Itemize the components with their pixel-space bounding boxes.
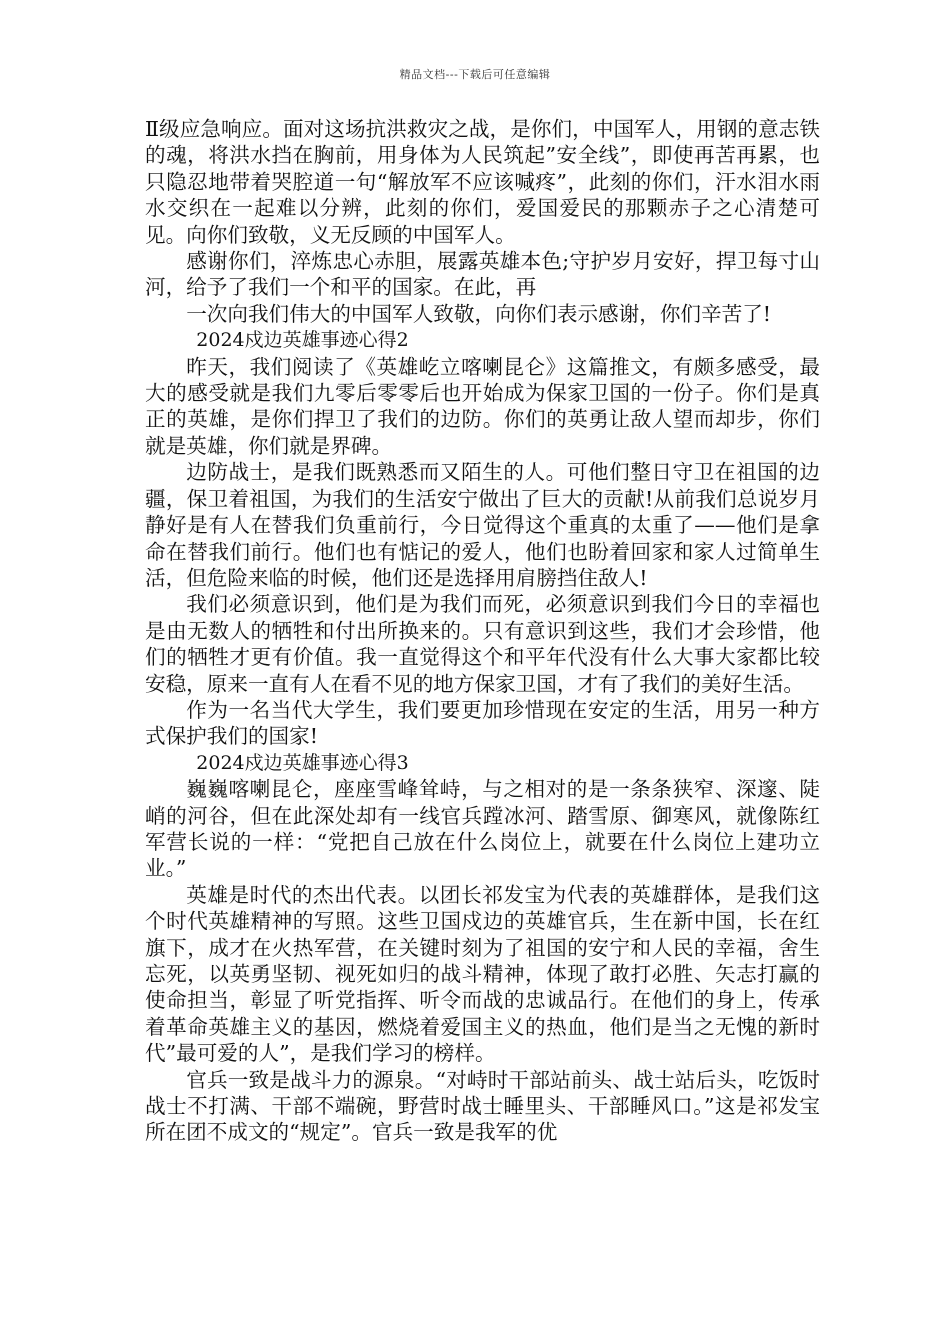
paragraph: 感谢你们，淬炼忠心赤胆，展露英雄本色;守护岁月安好，捍卫每寸山河，给予了我们一个和平的国家。在此，再 (145, 249, 820, 300)
paragraph: 作为一名当代大学生，我们要更加珍惜现在安定的生活，用另一种方式保护我们的国家! (145, 697, 820, 749)
paragraph: 边防战士，是我们既熟悉而又陌生的人。可他们整日守卫在祖国的边疆，保卫着祖国，为我们的生活安宁做出了巨大的贡献!从前我们总说岁月静好是有人在替我们负重前行，今日觉得这个重真的太重了——他们是拿命在替我们前行。他们也有惦记的爱人，他们也盼着回家和家人过简单生活，但危险来临的时候，他们还是选择用肩膀挡住敌人! (145, 460, 820, 590)
paragraph: 我们必须意识到，他们是为我们而死，必须意识到我们今日的幸福也是由无数人的牺牲和付出所换来的。只有意识到这些，我们才会珍惜，他们的牺牲才更有价值。我一直觉得这个和平年代没有什么大事大家都比较安稳，原来一直有人在看不见的地方保家卫国，才有了我们的美好生活。 (145, 592, 820, 696)
page-header: 精品文档---下载后可任意编辑 (399, 68, 551, 81)
section-heading: 2024戍边英雄事迹心得3 (196, 751, 409, 774)
section-heading: 2024戍边英雄事迹心得2 (196, 329, 409, 352)
paragraph: Ⅱ级应急响应。面对这场抗洪救灾之战，是你们，中国军人，用钢的意志铁的魂，将洪水挡在胸前，用身体为人民筑起”安全线”，即使再苦再累，也只隐忍地带着哭腔道一句“解放军不应该喊疼”，此刻的你们，汗水泪水雨水交织在一起难以分辨，此刻的你们，爱国爱民的那颗赤子之心清楚可见。向你们致敬，义无反顾的中国军人。 (145, 117, 820, 247)
paragraph: 昨天，我们阅读了《英雄屹立喀喇昆仑》这篇推文，有颇多感受，最大的感受就是我们九零后零零后也开始成为保家卫国的一份子。你们是真正的英雄，是你们捍卫了我们的边防。你们的英勇让敌人望而却步，你们就是英雄，你们就是界碑。 (145, 354, 820, 458)
paragraph: 官兵一致是战斗力的源泉。“对峙时干部站前头、战士站后头，吃饭时战士不打满、干部不端碗，野营时战士睡里头、干部睡风口。”这是祁发宝所在团不成文的“规定”。官兵一致是我军的优 (145, 1067, 820, 1145)
paragraph: 一次向我们伟大的中国军人致敬，向你们表示感谢，你们辛苦了! (186, 301, 772, 326)
paragraph: 巍巍喀喇昆仑，座座雪峰耸峙，与之相对的是一条条狭窄、深邃、陡峭的河谷，但在此深处却有一线官兵蹚冰河、踏雪原、御寒风，就像陈红军营长说的一样：“党把自己放在什么岗位上，就要在什么岗位上建功立业。” (145, 777, 820, 881)
paragraph: 英雄是时代的杰出代表。以团长祁发宝为代表的英雄群体，是我们这个时代英雄精神的写照。这些卫国戍边的英雄官兵，生在新中国，长在红旗下，成才在火热军营，在关键时刻为了祖国的安宁和人民的幸福，舍生忘死，以英勇坚韧、视死如归的战斗精神，体现了敢打必胜、矢志打赢的使命担当，彰显了听党指挥、听令而战的忠诚品行。在他们的身上，传承着革命英雄主义的基因，燃烧着爱国主义的热血，他们是当之无愧的新时代”最可爱的人”，是我们学习的榜样。 (145, 882, 820, 1066)
document-body (145, 116, 820, 1146)
